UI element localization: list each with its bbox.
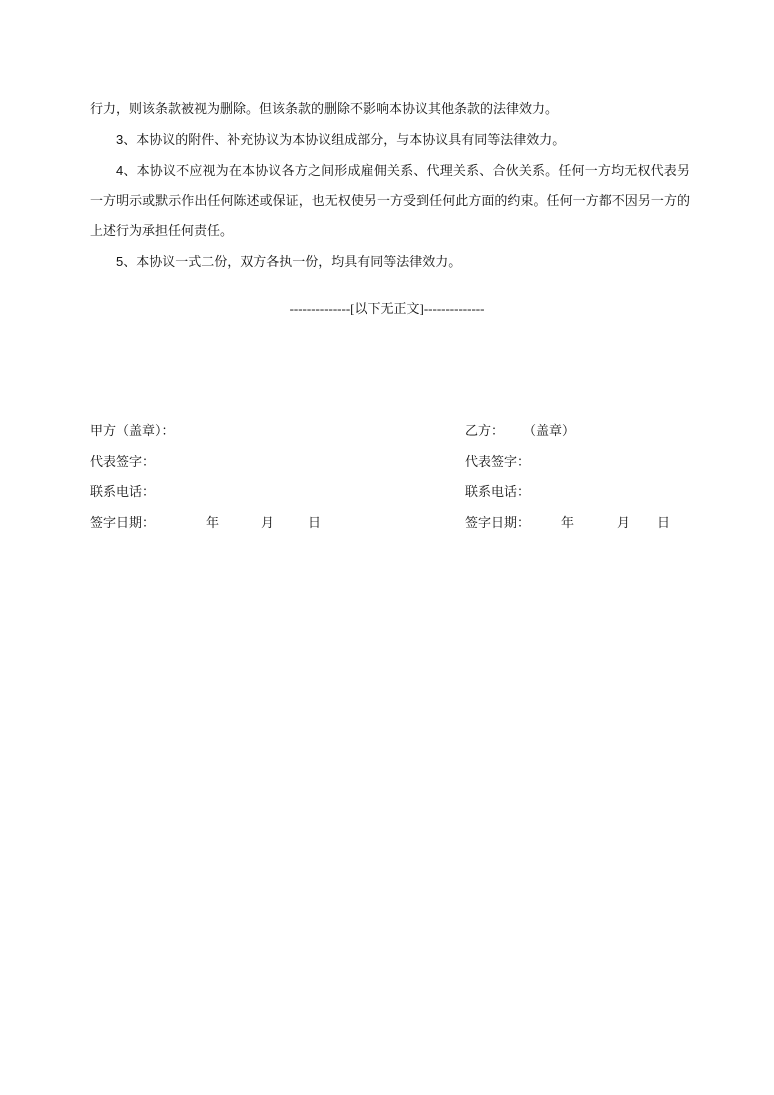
clause-text: 、本协议的附件、补充协议为本协议组成部分，与本协议具有同等法律效力。 [123,133,566,148]
party-a-title: 甲方（盖章）： [90,424,175,439]
date-label: 签字日期： [465,515,531,531]
clauses-section [90,95,690,278]
party-b-date-row [465,512,705,543]
date-month: 月 [617,515,631,531]
phone-label: 联系电话： [465,485,531,500]
representative-label: 代表签字： [465,454,531,470]
end-of-text-marker: --------------[以下无正文]-------------- [289,301,485,316]
party-b-signature-block [465,420,705,542]
date-month: 月 [261,515,275,531]
phone-label: 联系电话： [90,485,156,500]
party-a-date-row [90,512,330,543]
clause-text: 行力，则该条款被视为删除。但该条款的删除不影响本协议其他条款的法律效力。 [90,102,559,117]
date-day: 日 [657,515,671,531]
party-b-title-row [465,420,705,451]
date-year: 年 [561,515,575,531]
clause-text: 、本协议一式二份，双方各执一份，均具有同等法律效力。 [123,255,462,270]
date-year: 年 [206,515,220,531]
party-b-seal-label: （盖章） [523,424,576,439]
clause-number: 4 [116,163,124,178]
clause-5 [90,247,690,278]
clause-4 [90,156,690,247]
clause-number: 5 [116,254,124,269]
party-b-phone-row [465,481,705,512]
date-label: 签字日期： [90,515,156,531]
clause-continuation [90,95,690,125]
representative-label: 代表签字： [90,454,156,470]
clause-3 [90,125,690,156]
date-day: 日 [308,515,322,531]
party-a-title-row [90,420,330,451]
party-a-representative-row [90,451,330,482]
party-a-signature-block [90,420,330,542]
party-b-representative-row [465,451,705,482]
party-a-phone-row [90,481,330,512]
party-b-title: 乙方： [465,424,505,439]
clause-number: 3 [116,132,124,147]
clause-text: 、本协议不应视为在本协议各方之间形成雇佣关系、代理关系、合伙关系。任何一方均无权代表另一方明示或默示作出任何陈述或保证，也无权使另一方受到任何此方面的约束。任何一方都不因另一方的上述行为承担任何责任。 [90,164,690,239]
